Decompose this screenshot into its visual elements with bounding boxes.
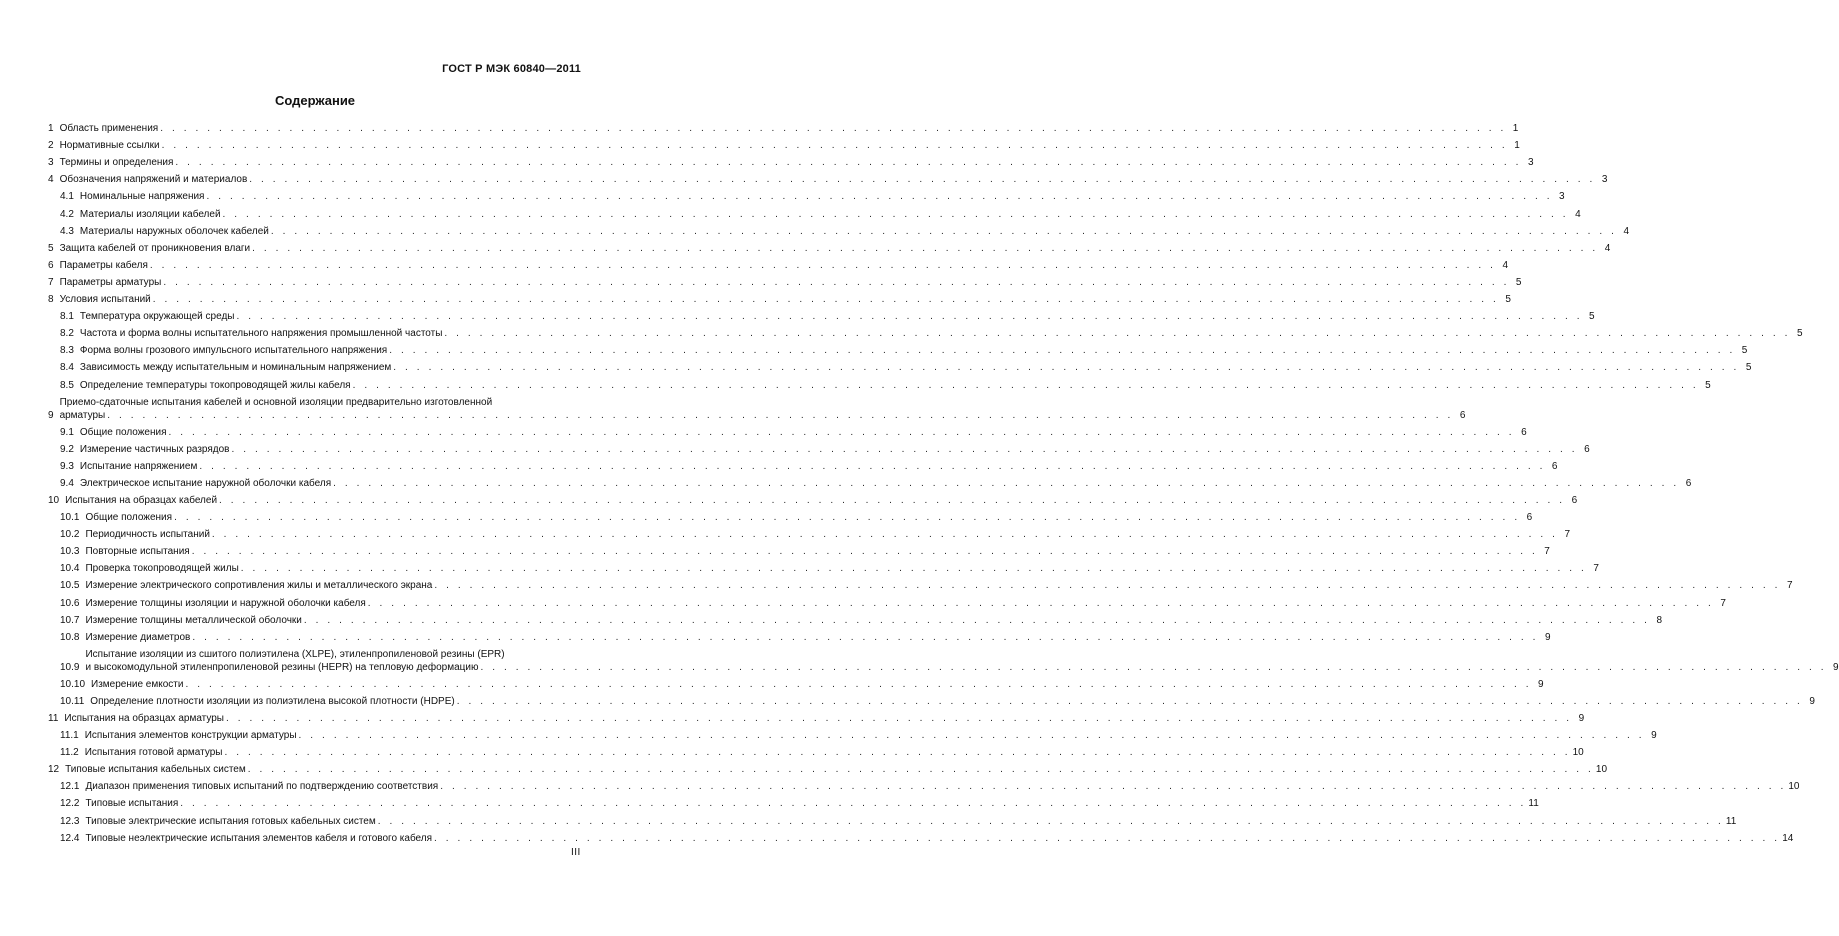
toc-entry[interactable]: [48, 291, 1511, 308]
toc-entry-number: 8.5: [60, 379, 74, 391]
toc-entry-page: 5: [1589, 311, 1595, 323]
toc-entry-page: 3: [1601, 174, 1608, 186]
toc-entry-number: 10.5: [60, 580, 80, 592]
toc-entry-page: 4: [1604, 242, 1611, 254]
toc-entry[interactable]: [48, 526, 1571, 543]
toc-entry-page: 10: [1595, 764, 1608, 776]
toc-entry[interactable]: [48, 710, 1585, 727]
dot-leader: [107, 409, 1453, 422]
toc-entry[interactable]: [48, 830, 1794, 847]
dot-leader: [153, 293, 1499, 306]
toc-entry-label: Типовые электрические испытания готовых кабельных систем: [85, 815, 376, 827]
toc-entry-number: 9.4: [60, 477, 74, 489]
toc-entry[interactable]: [48, 676, 1544, 693]
toc-entry-label: Нормативные ссылки: [59, 140, 160, 152]
toc-entry-number: 10: [48, 494, 60, 506]
toc-entry[interactable]: [48, 492, 1578, 509]
toc-entry-page: 6: [1584, 443, 1590, 455]
toc-entry-label: Номинальные напряжения: [79, 191, 205, 203]
toc-entry-label: Обозначения напряжений и материалов: [59, 174, 248, 186]
toc-entry[interactable]: [48, 543, 1550, 560]
toc-entry-page: 14: [1782, 832, 1794, 844]
toc-entry-page: 9: [1651, 730, 1657, 742]
toc-entry-label: Типовые испытания кабельных систем: [65, 764, 246, 776]
toc-entry-label: Испытание изоляции из сшитого полиэтилена (XLPE), этиленпропиленовой резины (EPR): [85, 648, 505, 660]
toc-entry-page: 6: [1571, 494, 1578, 506]
toc-entry[interactable]: [48, 424, 1527, 441]
dot-leader: [169, 426, 1515, 439]
dot-leader: [180, 797, 1526, 810]
toc-entry-label: Определение температуры токопроводящей жилы кабеля: [79, 379, 351, 391]
toc-entry-page: 5: [1515, 276, 1522, 288]
toc-entry[interactable]: [48, 629, 1551, 646]
toc-entry[interactable]: [48, 342, 1748, 359]
toc-entry-label: Испытание напряжением: [79, 460, 198, 472]
toc-entry[interactable]: [48, 120, 1519, 137]
page-title: Содержание: [274, 93, 356, 108]
toc-entry[interactable]: [48, 577, 1793, 594]
toc-entry-page: 9: [1538, 678, 1544, 690]
toc-entry-label: Материалы изоляции кабелей: [79, 208, 221, 220]
toc-entry-number: 12.2: [60, 798, 80, 810]
toc-entry-number: 4.2: [60, 208, 74, 220]
dot-leader: [162, 139, 1508, 152]
dot-leader: [192, 545, 1538, 558]
toc-entry-number: 12.4: [60, 832, 80, 844]
toc-entry-page: 7: [1786, 580, 1793, 592]
toc-entry-label-continued: арматуры: [59, 409, 106, 421]
toc-entry-number: 10.7: [60, 614, 80, 626]
toc-entry-page: 9: [1809, 695, 1815, 707]
toc-entry-label: Периодичность испытаний: [85, 529, 210, 541]
toc-entry-page: 7: [1720, 597, 1726, 609]
toc-entry-label: Испытания на образцах кабелей: [65, 494, 218, 506]
toc-entry-label: Зависимость между испытательным и номинальным напряжением: [79, 362, 392, 374]
toc-entry-page: 8: [1656, 614, 1663, 626]
toc-entry-page: 9: [1578, 713, 1585, 724]
toc-entry[interactable]: [48, 223, 1630, 240]
dot-leader: [224, 746, 1570, 759]
toc-entry-page: 4: [1575, 208, 1581, 220]
toc-entry-page: 1: [1514, 140, 1520, 152]
dot-leader: [252, 242, 1598, 255]
toc-entry-label: Термины и определения: [59, 157, 174, 169]
dot-leader: [434, 832, 1780, 845]
toc-entry-page: 9: [1544, 631, 1551, 643]
toc-entry-number: 9: [48, 409, 54, 421]
toc-entry-label: Типовые испытания: [85, 798, 179, 810]
toc-entry-page: 5: [1705, 379, 1711, 391]
toc-entry-label: Типовые неэлектрические испытания элементов кабеля и готового кабеля: [85, 832, 433, 844]
toc-entry-number: 11.1: [60, 730, 79, 742]
toc-entry-page: 4: [1623, 225, 1630, 237]
toc-entry-number: 5: [48, 242, 54, 254]
dot-leader: [174, 511, 1520, 524]
toc-entry-number: 8: [48, 294, 54, 306]
toc-entry-label: Измерение диаметров: [85, 631, 191, 643]
toc-entry[interactable]: [48, 257, 1509, 274]
toc-entry-number: 9.3: [60, 460, 74, 472]
toc-entry[interactable]: [48, 240, 1611, 257]
toc-entry-number: 10.6: [60, 597, 80, 609]
toc-entry-number: 9.1: [60, 426, 74, 438]
toc-entry-number: 8.3: [60, 345, 74, 357]
toc-entry-number: 2: [48, 140, 54, 152]
toc-entry-label: Повторные испытания: [85, 546, 190, 558]
dot-leader: [206, 190, 1552, 203]
toc-entry-page: 1: [1512, 123, 1519, 135]
toc-entry[interactable]: [48, 594, 1726, 611]
dot-leader: [232, 443, 1578, 456]
toc-entry-page: 7: [1564, 529, 1571, 541]
toc-entry[interactable]: [48, 137, 1520, 154]
toc-entry[interactable]: [48, 761, 1608, 778]
toc-entry[interactable]: [48, 475, 1692, 492]
toc-entry-page: 5: [1741, 345, 1748, 357]
toc-entry-label: Параметры кабеля: [59, 259, 148, 271]
dot-leader: [368, 597, 1714, 610]
toc-entry[interactable]: [48, 612, 1663, 629]
toc-entry-label: Испытания на образцах арматуры: [64, 713, 224, 724]
toc-entry[interactable]: [48, 308, 1595, 325]
document-code: ГОСТ Р МЭК 60840—2011: [442, 63, 581, 75]
toc-entry-number: 8.1: [60, 311, 74, 323]
toc-entry[interactable]: [48, 205, 1581, 222]
toc-entry[interactable]: [48, 509, 1533, 526]
toc-entry-page: 10: [1788, 781, 1800, 793]
dot-leader: [248, 763, 1594, 776]
toc-entry-page: 9: [1833, 661, 1839, 673]
toc-entry-number: 7: [48, 276, 54, 288]
toc-entry-label: Форма волны грозового импульсного испытательного напряжения: [79, 345, 388, 357]
toc-entry[interactable]: [48, 441, 1590, 458]
toc-entry-number: 10.3: [60, 546, 80, 558]
dot-leader: [440, 780, 1786, 793]
dot-leader: [353, 379, 1699, 392]
toc-entry-label: Защита кабелей от проникновения влаги: [59, 242, 251, 254]
dot-leader: [480, 661, 1826, 674]
dot-leader: [212, 528, 1558, 541]
toc-entry-label: Проверка токопроводящей жилы: [85, 563, 239, 575]
toc-entry-label: Электрическое испытание наружной оболочки кабеля: [79, 477, 332, 489]
toc-entry[interactable]: [48, 171, 1608, 188]
toc-entry-number: 10.2: [60, 529, 80, 541]
toc-entry-label: Измерение емкости: [91, 678, 184, 690]
toc-entry-page: 5: [1505, 294, 1511, 306]
toc-entry-label: Диапазон применения типовых испытаний по подтверждению соответствия: [85, 781, 439, 793]
dot-leader: [185, 678, 1531, 691]
toc-entry-label: Испытания элементов конструкции арматуры: [84, 730, 297, 742]
toc-entry[interactable]: [48, 812, 1737, 829]
toc-entry-number: 3: [48, 157, 54, 169]
toc-entry[interactable]: [48, 188, 1565, 205]
toc-entry-page: 6: [1526, 512, 1533, 524]
toc-entry-number: 4: [48, 174, 54, 186]
toc-entry-number: 10.11: [60, 695, 85, 707]
toc-entry-page: 5: [1796, 328, 1803, 340]
toc-entry[interactable]: [48, 560, 1599, 577]
toc-entry-label: Температура окружающей среды: [79, 311, 235, 323]
toc-entry-label: Общие положения: [79, 426, 167, 438]
toc-entry-number: 10.4: [60, 563, 80, 575]
toc-entry-label: Условия испытаний: [59, 294, 151, 306]
toc-entry-page: 3: [1559, 191, 1565, 203]
toc-entry-number: 11: [48, 713, 59, 724]
toc-entry-label: Область применения: [59, 123, 159, 135]
toc-entry-page: 10: [1572, 747, 1584, 759]
toc-entry-label: Испытания готовой арматуры: [84, 747, 223, 759]
toc-entry-page: 7: [1593, 563, 1599, 575]
toc-entry-label: Приемо-сдаточные испытания кабелей и основной изоляции предварительно изготовленной: [59, 396, 493, 408]
toc-entry[interactable]: [48, 359, 1752, 376]
dot-leader: [192, 631, 1538, 644]
toc-entry-number: 12.3: [60, 815, 80, 827]
toc-entry[interactable]: [48, 795, 1539, 812]
toc-entry[interactable]: [48, 154, 1534, 171]
dot-leader: [378, 815, 1724, 828]
toc-entry-number: 8.4: [60, 362, 74, 374]
page-number: III: [571, 847, 581, 858]
toc-entry-page: 7: [1544, 546, 1550, 558]
dot-leader: [457, 695, 1803, 708]
dot-leader: [199, 460, 1545, 473]
toc-entry-label: Измерение электрического сопротивления жилы и металлического экрана: [85, 580, 433, 592]
dot-leader: [223, 208, 1569, 221]
toc-entry-label: Определение плотности изоляции из полиэтилена высокой плотности (HDPE): [90, 695, 455, 707]
toc-entry-number: 10.1: [60, 512, 80, 524]
dot-leader: [150, 259, 1496, 272]
toc-entry-page: 6: [1551, 460, 1558, 472]
toc-entry-label: Материалы наружных оболочек кабелей: [79, 225, 269, 237]
dot-leader: [393, 361, 1739, 374]
toc-entry-number: 12.1: [60, 781, 80, 793]
dot-leader: [389, 344, 1735, 357]
toc-entry-page: 6: [1459, 409, 1466, 421]
toc-entry-page: 3: [1528, 157, 1534, 169]
toc-entry-number: 10.8: [60, 631, 80, 643]
toc-entry-page: 6: [1521, 426, 1527, 438]
dot-leader: [444, 327, 1790, 340]
dot-leader: [434, 579, 1780, 592]
toc-entry[interactable]: [48, 646, 1839, 676]
toc-entry-number: 4.1: [60, 191, 74, 203]
dot-leader: [236, 310, 1582, 323]
toc-entry[interactable]: [48, 458, 1558, 475]
toc-entry-label: Параметры арматуры: [59, 276, 162, 288]
dot-leader: [160, 122, 1506, 135]
toc-entry-number: 12: [48, 764, 60, 776]
dot-leader: [219, 494, 1565, 507]
toc-entry-label: Измерение толщины металлической оболочки: [85, 614, 302, 626]
toc-entry-number: 10.10: [60, 678, 86, 690]
toc-entry[interactable]: [48, 325, 1803, 342]
toc-entry-number: 1: [48, 123, 54, 135]
toc-entry[interactable]: [48, 778, 1800, 795]
dot-leader: [304, 614, 1650, 627]
toc-entry[interactable]: [48, 376, 1711, 393]
toc-entry[interactable]: [48, 394, 1466, 424]
dot-leader: [299, 729, 1645, 742]
toc-entry-label: Общие положения: [85, 512, 173, 524]
toc-entry[interactable]: [48, 727, 1657, 744]
toc-entry-page: 11: [1725, 815, 1737, 827]
toc-entry[interactable]: [48, 693, 1815, 710]
toc-entry-number: 6: [48, 259, 54, 271]
toc-entry-page: 4: [1502, 259, 1509, 271]
dot-leader: [175, 156, 1521, 169]
table-of-contents: [48, 120, 1839, 847]
toc-entry-label: Частота и форма волны испытательного напряжения промышленной частоты: [79, 328, 443, 340]
toc-entry-label: Измерение толщины изоляции и наружной оболочки кабеля: [85, 597, 366, 609]
toc-entry-page: 6: [1685, 477, 1692, 489]
dot-leader: [226, 712, 1572, 725]
toc-entry-number: 4.3: [60, 225, 74, 237]
toc-entry[interactable]: [48, 744, 1584, 761]
dot-leader: [249, 173, 1595, 186]
toc-entry-number: 8.2: [60, 328, 74, 340]
dot-leader: [271, 225, 1617, 238]
dot-leader: [163, 276, 1509, 289]
toc-entry-number: 10.9: [60, 661, 80, 673]
toc-entry-number: 11.2: [60, 747, 79, 759]
toc-entry[interactable]: [48, 274, 1522, 291]
toc-entry-label-continued: и высокомодульной этиленпропиленовой резины (HEPR) на тепловую деформацию: [85, 661, 479, 673]
dot-leader: [333, 477, 1679, 490]
toc-entry-number: 9.2: [60, 443, 74, 455]
toc-entry-page: 11: [1528, 798, 1539, 810]
toc-entry-page: 5: [1745, 362, 1752, 374]
dot-leader: [241, 562, 1587, 575]
toc-entry-label: Измерение частичных разрядов: [79, 443, 230, 455]
